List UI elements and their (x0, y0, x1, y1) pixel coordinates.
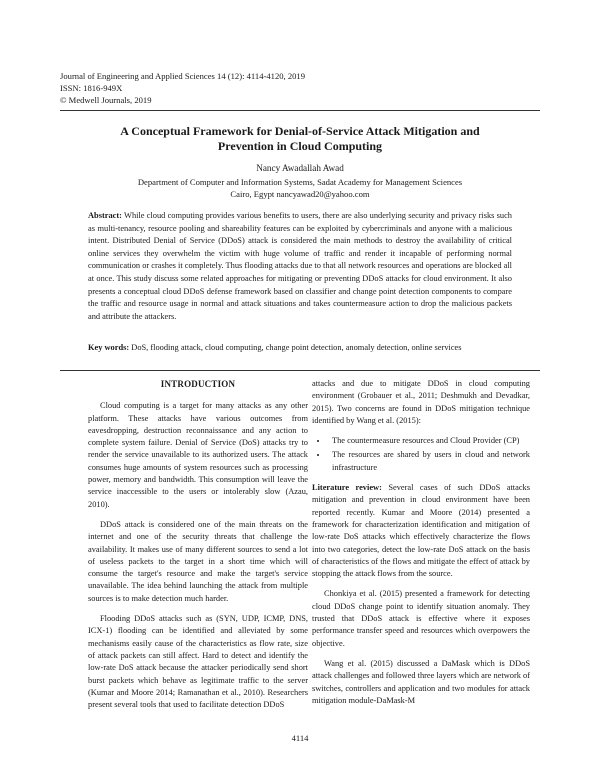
list-item: • The resources are shared by users in cloud and network infrastructure (328, 449, 530, 474)
journal-citation: Journal of Engineering and Applied Sciences 14 (12): 4114-4120, 2019 (60, 71, 306, 81)
journal-header (60, 70, 305, 106)
right-column (312, 378, 530, 715)
abstract-label: Abstract: (88, 211, 122, 220)
affiliation (60, 176, 540, 200)
page-number: 4114 (291, 733, 309, 743)
paragraph: Cloud computing is a target for many attacks as any other platform. These attacks have various outcomes from eavesdropping, destruction reconnaissance and any action to complete system failure. Denial of Service (DoS) attacks try to render the service unavailable to its authorized users. The attack consumes huge amounts of system resources such as processing power, memory and bandwidth. This consumption will leave the service inaccessible to the users or intolerably slow (Azau, 2010). (88, 401, 308, 509)
affiliation-line: Department of Computer and Information Systems, Sadat Academy for Management Sciences (137, 177, 463, 187)
title-line: A Conceptual Framework for Denial-of-Service Attack Mitigation and (120, 124, 480, 138)
list-item: • The countermeasure resources and Cloud Provider (CP) (328, 435, 530, 447)
paragraph: Wang et al. (2015) discussed a DaMask which is DDoS attack challenges and followed three layers which are network of switches, controllers and application and two modules for attack mitigation module-DaMask-M (312, 658, 530, 705)
lit-review-label: Literature review: (312, 483, 382, 493)
paragraph: Flooding DDoS attacks such as (SYN, UDP, ICMP, DNS, ICX-1) flooding can be identified and alleviated by some mechanisms easily cause of the characteristics as flow rate, size of attack packets can still affect. Hard to detect and identify the low-rate DoS attack because the attacker periodically send short burst packets which behave as legitimate traffic to the server (Kumar and Moore 2014; Ramanathan et al., 2010). Researchers present several tools that used to facilitate detection DDoS (88, 614, 308, 710)
section-heading: INTRODUCTION (160, 379, 236, 389)
paper-title (60, 124, 540, 154)
bullet-list (312, 435, 530, 474)
paragraph: DDoS attack is considered one of the main threats on the internet and one of the security threats that challenge the availability. It makes use of many different sources to send a lot of useless packets to the target in a short time which will consume the target's resource and make the target's service unavailable. The idea behind launching the attack from multiple sources is to make detection much harder. (88, 519, 308, 603)
title-line: Prevention in Cloud Computing (217, 139, 383, 153)
header-rule (60, 110, 540, 111)
keywords-label: Key words: (88, 343, 130, 352)
abstract-rule (60, 370, 540, 371)
lit-review-text: Several cases of such DDoS attacks mitigation and prevention in cloud environment have been reported recently. Kumar and Moore (2014) presented a framework for characterization identification and mitigation of low-rate DoS attacks which effectively characterize the flows into two categories, detect the low-rate DoS attack on the basis of characteristics of the flows and mitigate the effect of attack by stopping the attack flows from the source. (312, 483, 530, 579)
abstract-text: While cloud computing provides various benefits to users, there are also underlying security and privacy risks such as multi-tenancy, resource pooling and shareability features can be exploited by cybercriminals and anyone with a malicious intent. Distributed Denial of Service (DDoS) attack is considered the main methods to destroy the availability of critical online services they overwhelm the victim with huge volume of traffic and render it incapable of performing normal communication or crashes it completely. Thus flooding attacks due to that all network resources and operations are blocked all at once. This study discuss some related approaches for mitigating or preventing DDoS attacks for cloud environment. It also presents a conceptual cloud DDoS defense framework based on classifier and change point detection components to compare the traffic and resource usage in normal and attack situations and takes countermeasure action to drop the malicious packets and attribute the attackers. (88, 211, 512, 321)
affiliation-line: Cairo, Egypt nancyawad20@yahoo.com (230, 189, 370, 199)
journal-issn: ISSN: 1816-949X (60, 83, 123, 93)
paragraph: Chonkiya et al. (2015) presented a framework for detecting cloud DDoS change point to identify situation anomaly. They trusted that DDoS attack is effective where it exposes performance transfer speed and resources which overpowers the objective. (312, 589, 530, 648)
abstract (88, 210, 512, 323)
author-name: Nancy Awadallah Awad (256, 163, 344, 173)
journal-copyright: © Medwell Journals, 2019 (60, 95, 152, 105)
keywords (88, 342, 512, 355)
keywords-text: DoS, flooding attack, cloud computing, change point detection, anomaly detection, online services (131, 343, 462, 352)
left-column (88, 378, 308, 719)
paragraph (312, 482, 530, 580)
paragraph: attacks and due to mitigate DDoS in cloud computing environment (Grobauer et al., 2011; Deshmukh and Devadkar, 2015). Two concerns are found in DDoS mitigation technique identified by Wang et al. (2015): (312, 379, 530, 425)
